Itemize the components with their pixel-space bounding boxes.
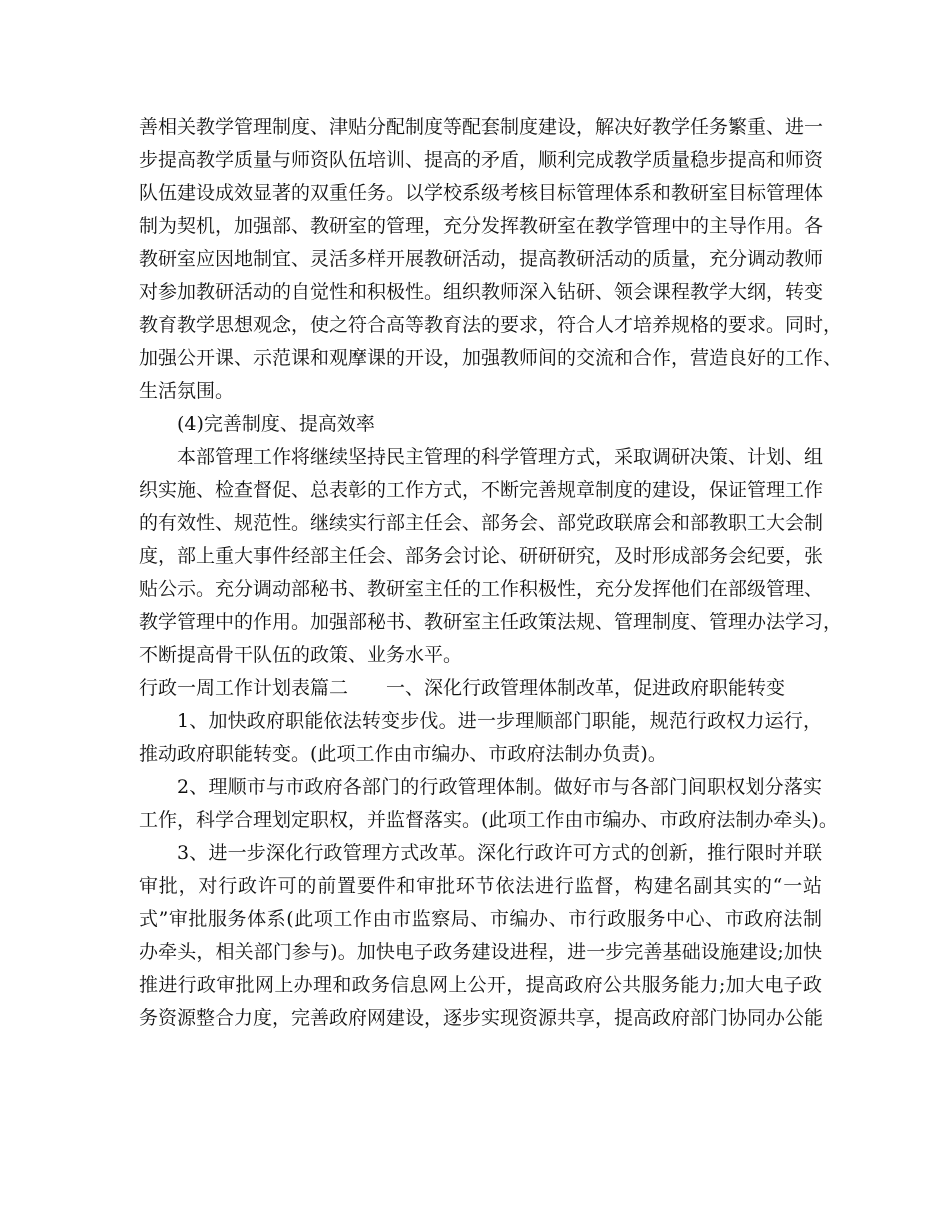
- text-line: 1、加快政府职能依法转变步伐。进一步理顺部门职能，规范行政权力运行，: [177, 710, 822, 732]
- document-body: [139, 111, 843, 1035]
- text-line: 不断提高骨干队伍的政策、业务水平。: [139, 644, 463, 666]
- text-line: 教学管理中的作用。加强部秘书、教研室主任政策法规、管理制度、管理办法学习，: [139, 611, 843, 633]
- text-line: 队伍建设成效显著的双重任务。以学校系级考核目标管理体系和教研室目标管理体: [139, 182, 824, 204]
- text-line: 的有效性、规范性。继续实行部主任会、部务会、部党政联席会和部教职工大会制: [139, 512, 824, 534]
- text-line: 织实施、检查督促、总表彰的工作方式，不断完善规章制度的建设，保证管理工作: [139, 479, 824, 501]
- text-line: 工作，科学合理划定职权，并监督落实。(此项工作由市编办、市政府法制办牵头)。: [139, 809, 838, 831]
- text-line: 推进行政审批网上办理和政务信息网上公开，提高政府公共服务能力;加大电子政: [139, 974, 822, 996]
- text-line: 推动政府职能转变。(此项工作由市编办、市政府法制办负责)。: [139, 743, 667, 765]
- text-line: 审批，对行政许可的前置要件和审批环节依法进行监督，构建名副其实的“一站: [139, 875, 822, 897]
- text-line: 本部管理工作将继续坚持民主管理的科学管理方式，采取调研决策、计划、组: [177, 446, 824, 468]
- text-line: 2、理顺市与市政府各部门的行政管理体制。做好市与各部门间职权划分落实: [177, 776, 822, 798]
- text-line: 教育教学思想观念，使之符合高等教育法的要求，符合人才培养规格的要求。同时，: [139, 314, 843, 336]
- text-line: 办牵头，相关部门参与)。加快电子政务建设进程，进一步完善基础设施建设;加快: [139, 941, 822, 963]
- section-heading: (4)完善制度、提高效率: [177, 413, 375, 435]
- text-line: 生活氛围。: [139, 380, 235, 402]
- text-line: 务资源整合力度，完善政府网建设，逐步实现资源共享，提高政府部门协同办公能: [139, 1007, 824, 1029]
- section-heading: 行政一周工作计划表篇二 一、深化行政管理体制改革，促进政府职能转变: [139, 677, 786, 699]
- text-line: 度，部上重大事件经部主任会、部务会讨论、研研研究，及时形成部务会纪要，张: [139, 545, 824, 567]
- text-line: 教研室应因地制宜、灵活多样开展教研活动，提高教研活动的质量，充分调动教师: [139, 248, 824, 270]
- text-line: 步提高教学质量与师资队伍培训、提高的矛盾，顺利完成教学质量稳步提高和师资: [139, 149, 824, 171]
- text-line: 式”审批服务体系(此项工作由市监察局、市编办、市行政服务中心、市政府法制: [139, 908, 822, 930]
- text-line: 善相关教学管理制度、津贴分配制度等配套制度建设，解决好教学任务繁重、进一: [139, 116, 824, 138]
- text-line: 加强公开课、示范课和观摩课的开设，加强教师间的交流和合作，营造良好的工作、: [139, 347, 843, 369]
- text-line: 制为契机，加强部、教研室的管理，充分发挥教研室在教学管理中的主导作用。各: [139, 215, 824, 237]
- text-line: 对参加教研活动的自觉性和积极性。组织教师深入钻研、领会课程教学大纲，转变: [139, 281, 824, 303]
- text-line: 3、进一步深化行政管理方式改革。深化行政许可方式的创新，推行限时并联: [177, 842, 822, 864]
- text-line: 贴公示。充分调动部秘书、教研室主任的工作积极性，充分发挥他们在部级管理、: [139, 578, 824, 600]
